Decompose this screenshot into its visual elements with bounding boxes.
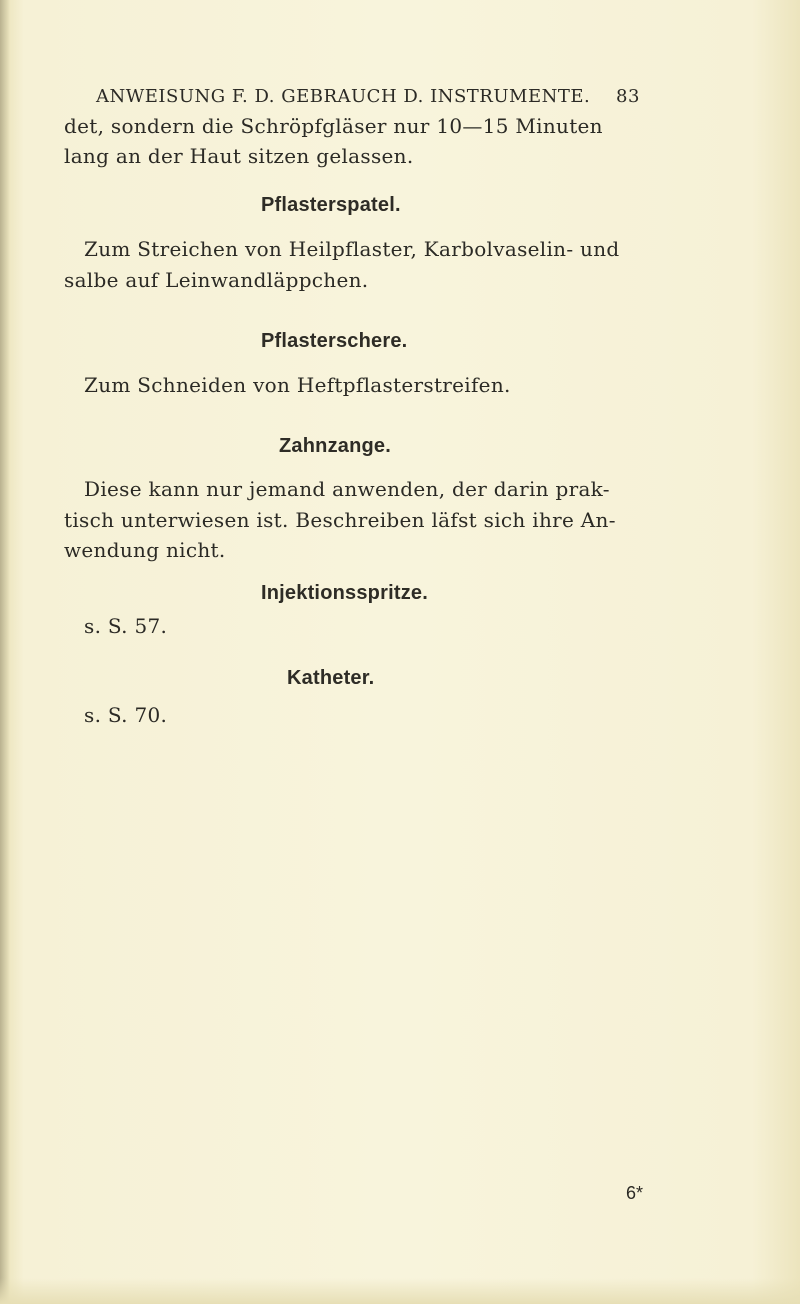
zahnzange-line-3: wendung nicht. xyxy=(64,538,226,562)
pflasterspatel-line-1: Zum Streichen von Heilpflaster, Karbolvaselin- und xyxy=(84,237,620,261)
heading-pflasterschere: Pflasterschere. xyxy=(261,330,408,352)
zahnzange-line-2: tisch unterwiesen ist. Beschreiben läfst sich ihre An- xyxy=(64,508,616,532)
page-bottom-edge xyxy=(0,1278,800,1304)
heading-injektionsspritze: Injektionsspritze. xyxy=(261,582,428,604)
heading-katheter: Katheter. xyxy=(287,667,375,689)
running-title: ANWEISUNG F. D. GEBRAUCH D. INSTRUMENTE. xyxy=(96,86,591,107)
page-number: 83 xyxy=(616,86,640,107)
page-spine-shadow xyxy=(0,0,10,1304)
zahnzange-line-1: Diese kann nur jemand anwenden, der darin prak- xyxy=(84,477,610,501)
intro-line-2: lang an der Haut sitzen gelassen. xyxy=(64,144,414,168)
heading-zahnzange: Zahnzange. xyxy=(279,435,392,457)
pflasterschere-line-1: Zum Schneiden von Heftpflasterstreifen. xyxy=(84,373,511,397)
katheter-reference: s. S. 70. xyxy=(84,703,168,727)
injektionsspritze-reference: s. S. 57. xyxy=(84,614,168,638)
running-header xyxy=(96,86,656,107)
pflasterspatel-line-2: salbe auf Leinwandläppchen. xyxy=(64,268,369,292)
heading-pflasterspatel: Pflasterspatel. xyxy=(261,194,401,216)
signature-mark: 6* xyxy=(626,1183,644,1203)
intro-line-1: det, sondern die Schröpfgläser nur 10—15 Minuten xyxy=(64,114,603,138)
